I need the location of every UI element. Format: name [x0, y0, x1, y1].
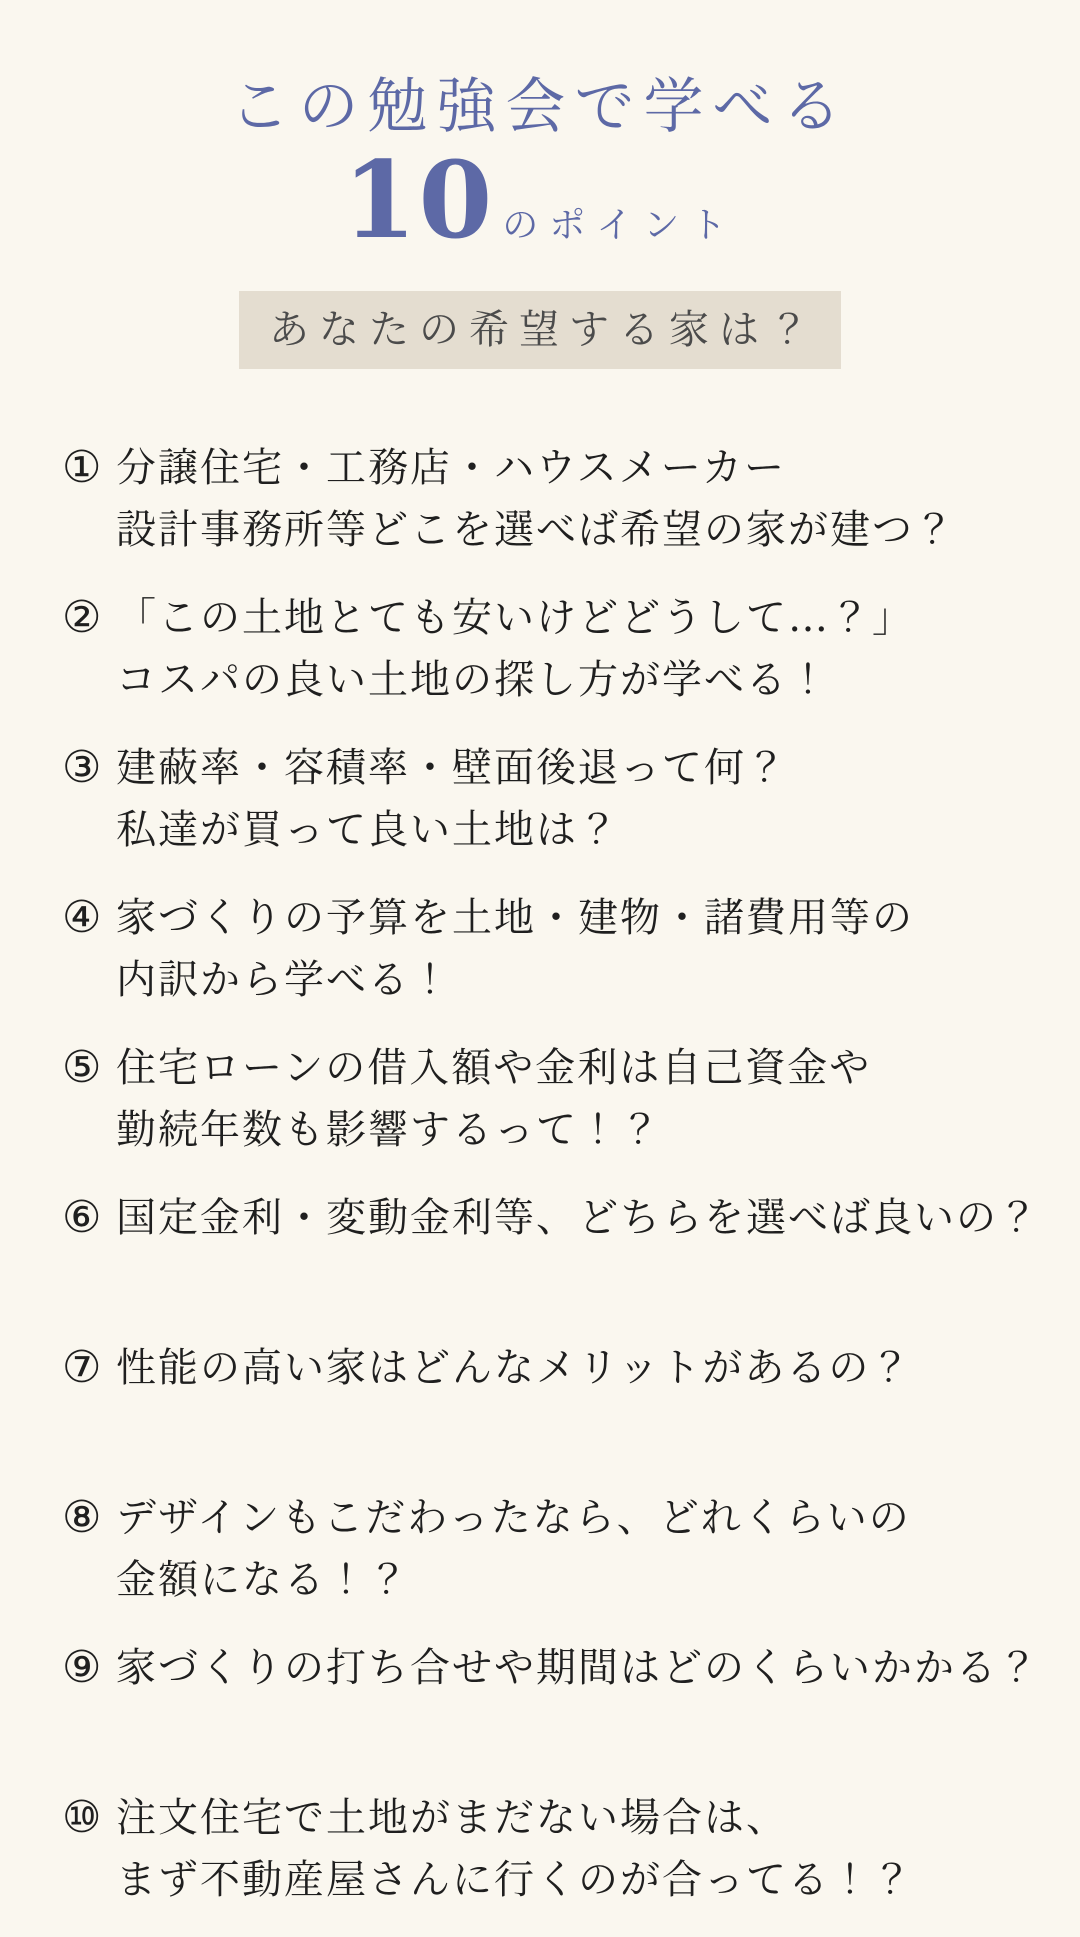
point-text: 設計事務所等どこを選べば希望の家が建つ？: [116, 507, 956, 554]
point-number-3: ③: [62, 742, 102, 794]
point-text-block: [116, 587, 1060, 711]
point-text: コスパの良い土地の探し方が学べる！: [116, 657, 830, 704]
title-number: 10: [342, 137, 495, 262]
point-text: デザインもこだわったなら、どれくらいの: [116, 1495, 911, 1542]
point-number-9: ⑨: [62, 1642, 102, 1694]
point-text: 注文住宅で土地がまだない場合は、: [116, 1795, 788, 1842]
list-item: [62, 437, 1060, 587]
point-text-block: [116, 737, 1060, 861]
point-text-block: [116, 437, 1060, 561]
point-number-4: ④: [62, 892, 102, 944]
point-text-block: [116, 1337, 1060, 1399]
point-text: 性能の高い家はどんなメリットがあるの？: [116, 1345, 913, 1392]
point-text: 金額になる！？: [116, 1557, 410, 1604]
point-text: 建蔽率・容積率・壁面後退って何？: [116, 745, 788, 792]
point-number-10: ⑩: [62, 1792, 102, 1844]
point-text: 住宅ローンの借入額や金利は自己資金や: [116, 1045, 872, 1092]
point-text-block: [116, 1487, 1060, 1611]
point-number-7: ⑦: [62, 1342, 102, 1394]
title-suffix: のポイント: [502, 205, 738, 246]
list-item: [62, 887, 1060, 1037]
point-text: 分譲住宅・工務店・ハウスメーカー: [116, 445, 786, 492]
point-number-5: ⑤: [62, 1042, 102, 1094]
subtitle-banner: あなたの希望する家は？: [239, 291, 841, 369]
list-item: [62, 1187, 1060, 1337]
list-item: [62, 1337, 1060, 1487]
point-text-block: [116, 1637, 1060, 1699]
point-text: 私達が買って良い土地は？: [116, 807, 620, 854]
list-item: [62, 1487, 1060, 1637]
point-text: 内訳から学べる！: [116, 957, 452, 1004]
point-text-block: [116, 1787, 1060, 1911]
points-list: [62, 437, 1060, 1937]
point-text: 「この土地とても安いけどどうして…？」: [116, 595, 914, 642]
point-text: 家づくりの予算を土地・建物・諸費用等の: [116, 895, 914, 942]
page-title-second-line: [0, 137, 1080, 262]
point-text-block: [116, 1187, 1060, 1249]
point-text-block: [116, 887, 1060, 1011]
list-item: [62, 587, 1060, 737]
list-item: [62, 1637, 1060, 1787]
list-item: [62, 1787, 1060, 1937]
point-text: 国定金利・変動金利等、どちらを選べば良いの？: [116, 1195, 1040, 1242]
point-text: 家づくりの打ち合せや期間はどのくらいかかる？: [116, 1645, 1040, 1692]
point-number-1: ①: [62, 442, 102, 494]
point-text-block: [116, 1037, 1060, 1161]
page-header: [0, 0, 1080, 262]
list-item: [62, 1037, 1060, 1187]
point-number-6: ⑥: [62, 1192, 102, 1244]
point-text: まず不動産屋さんに行くのが合ってる！？: [116, 1857, 914, 1904]
point-number-8: ⑧: [62, 1492, 102, 1544]
list-item: [62, 737, 1060, 887]
page-title: この勉強会で学べる: [229, 72, 851, 142]
point-text: 勤続年数も影響するって！？: [116, 1107, 662, 1154]
point-number-2: ②: [62, 592, 102, 644]
